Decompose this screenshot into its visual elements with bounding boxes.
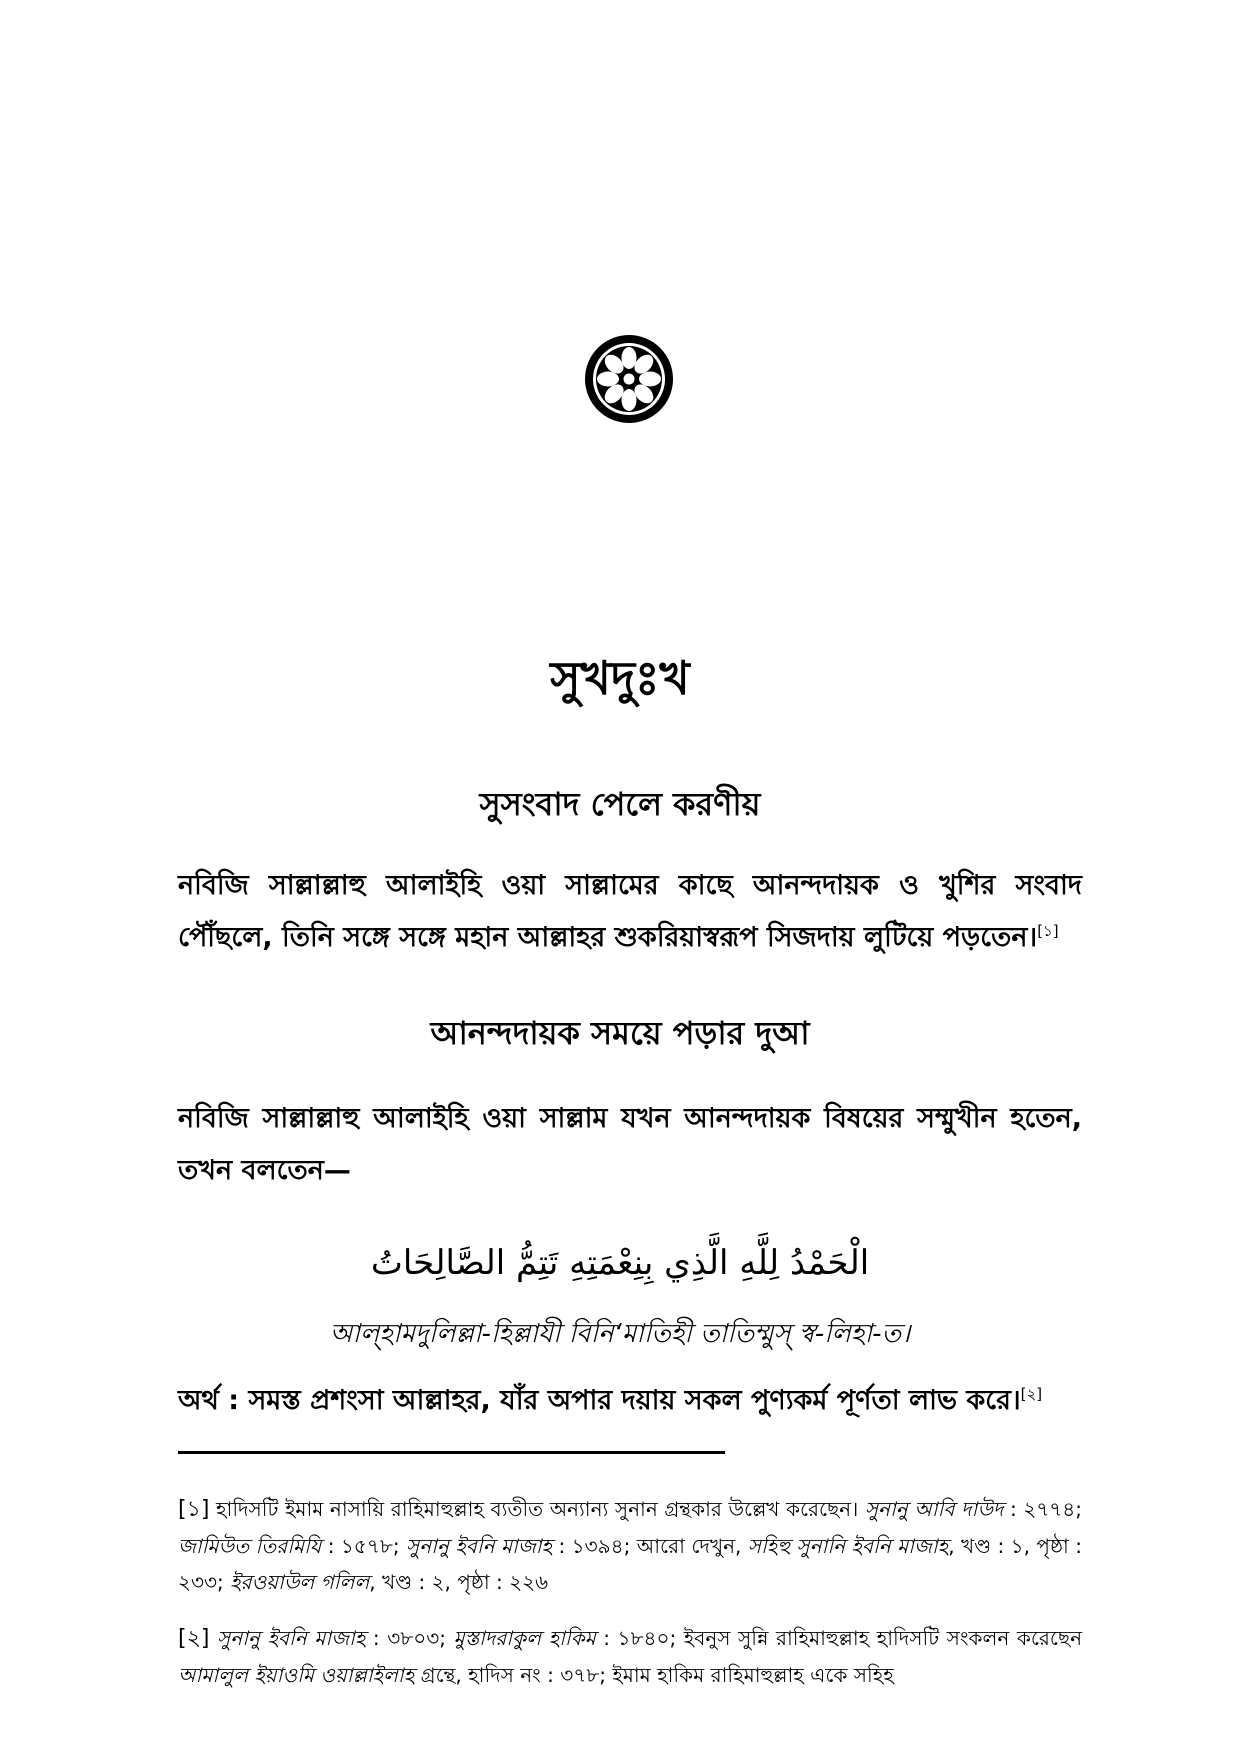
footnote-text: গ্রন্থে, হাদিস নং : ৩৭৮; ইমাম হাকিম রাহিমাহুল্লাহ একে সহিহ bbox=[414, 1663, 894, 1687]
dua-meaning bbox=[178, 1379, 1082, 1423]
footnote-source: সহিহু সুনানি ইবনি মাজাহ bbox=[747, 1534, 949, 1558]
footnote-text: : ৩৮০৩; bbox=[365, 1626, 454, 1650]
footnote-source: জামিউত তিরমিযি bbox=[178, 1534, 322, 1558]
arabic-dua: الْحَمْدُ لِلَّهِ الَّذِي بِنِعْمَتِهِ تَتِمُّ الصَّالِحَاتُ bbox=[370, 1243, 870, 1283]
footnote-text: : ২৭৭৪; bbox=[1003, 1497, 1083, 1521]
footnote-text: , খণ্ড : ২, পৃষ্ঠা : ২২৬ bbox=[369, 1570, 549, 1594]
footnote-source: সুনানু আবি দাউদ bbox=[864, 1497, 1004, 1521]
footnote-text: , খণ্ড : ১, পৃষ্ঠা : ২৩৩; bbox=[178, 1534, 1082, 1594]
section-body-text: নবিজি সাল্লাল্লাহু আলাইহি ওয়া সাল্লামের কাছে আনন্দদায়ক ও খুশির সংবাদ পৌঁছলে, তিনি সঙ্গে সঙ্গে মহান আল্লাহর শুকরিয়াস্বরূপ সিজদায় লুটিয়ে পড়তেন। bbox=[178, 870, 1082, 953]
footnote-source: মুস্তাদরাকুল হাকিম bbox=[453, 1626, 596, 1650]
footnote-text: : ১৫৭৮; bbox=[321, 1534, 407, 1558]
section-body-dua: নবিজি সাল্লাল্লাহু আলাইহি ওয়া সাল্লাম যখন আনন্দদায়ক বিষয়ের সম্মুখীন হতেন, তখন বলতেন— bbox=[178, 1103, 1082, 1186]
section-body-good-news bbox=[178, 860, 1082, 964]
footnote-source: ইরওয়াউল গলিল bbox=[230, 1570, 370, 1594]
footnote-number: [২] bbox=[178, 1626, 210, 1651]
footnote-source: সুনানু ইবনি মাজাহ bbox=[406, 1534, 553, 1558]
footnote-ref-2[interactable]: [২] bbox=[1020, 1385, 1043, 1403]
footnote-ref-1[interactable]: [১] bbox=[1037, 922, 1059, 940]
footnote-1 bbox=[178, 1491, 1082, 1600]
section-heading-dua: আনন্দদায়ক সময়ে পড়ার দুআ bbox=[430, 1014, 810, 1052]
flower-ornament-icon bbox=[583, 333, 675, 425]
footnote-divider bbox=[178, 1451, 725, 1454]
footnote-2 bbox=[178, 1620, 1082, 1693]
footnote-source: আমালুল ইয়াওমি ওয়াল্লাইলাহ bbox=[178, 1663, 415, 1687]
dua-meaning-text: অর্থ : সমস্ত প্রশংসা আল্লাহর, যাঁর অপার দয়ায় সকল পুণ্যকর্ম পূর্ণতা লাভ করে। bbox=[178, 1385, 1021, 1416]
footnote-number: [১] bbox=[178, 1497, 210, 1522]
chapter-title: সুখদুঃখ bbox=[550, 651, 690, 705]
footnote-text: : ১৩৯৪; আরো দেখুন, bbox=[552, 1534, 748, 1558]
footnote-text: হাদিসটি ইমাম নাসায়ি রাহিমাহুল্লাহ ব্যতীত অন্যান্য সুনান গ্রন্থকার উল্লেখ করেছেন। bbox=[216, 1497, 865, 1521]
section-heading-good-news: সুসংবাদ পেলে করণীয় bbox=[479, 785, 761, 823]
footnote-text: : ১৮৪০; ইবনুস সুন্নি রাহিমাহুল্লাহ হাদিসটি সংকলন করেছেন bbox=[595, 1626, 1083, 1650]
footnote-source: সুনানু ইবনি মাজাহ bbox=[217, 1626, 366, 1650]
dua-transliteration: আল্‌হামদুলিল্লা-হিল্লাযী বিনি‘মাতিহী তাতিম্মুস্‌ স্ব-লিহা-ত। bbox=[329, 1319, 911, 1349]
